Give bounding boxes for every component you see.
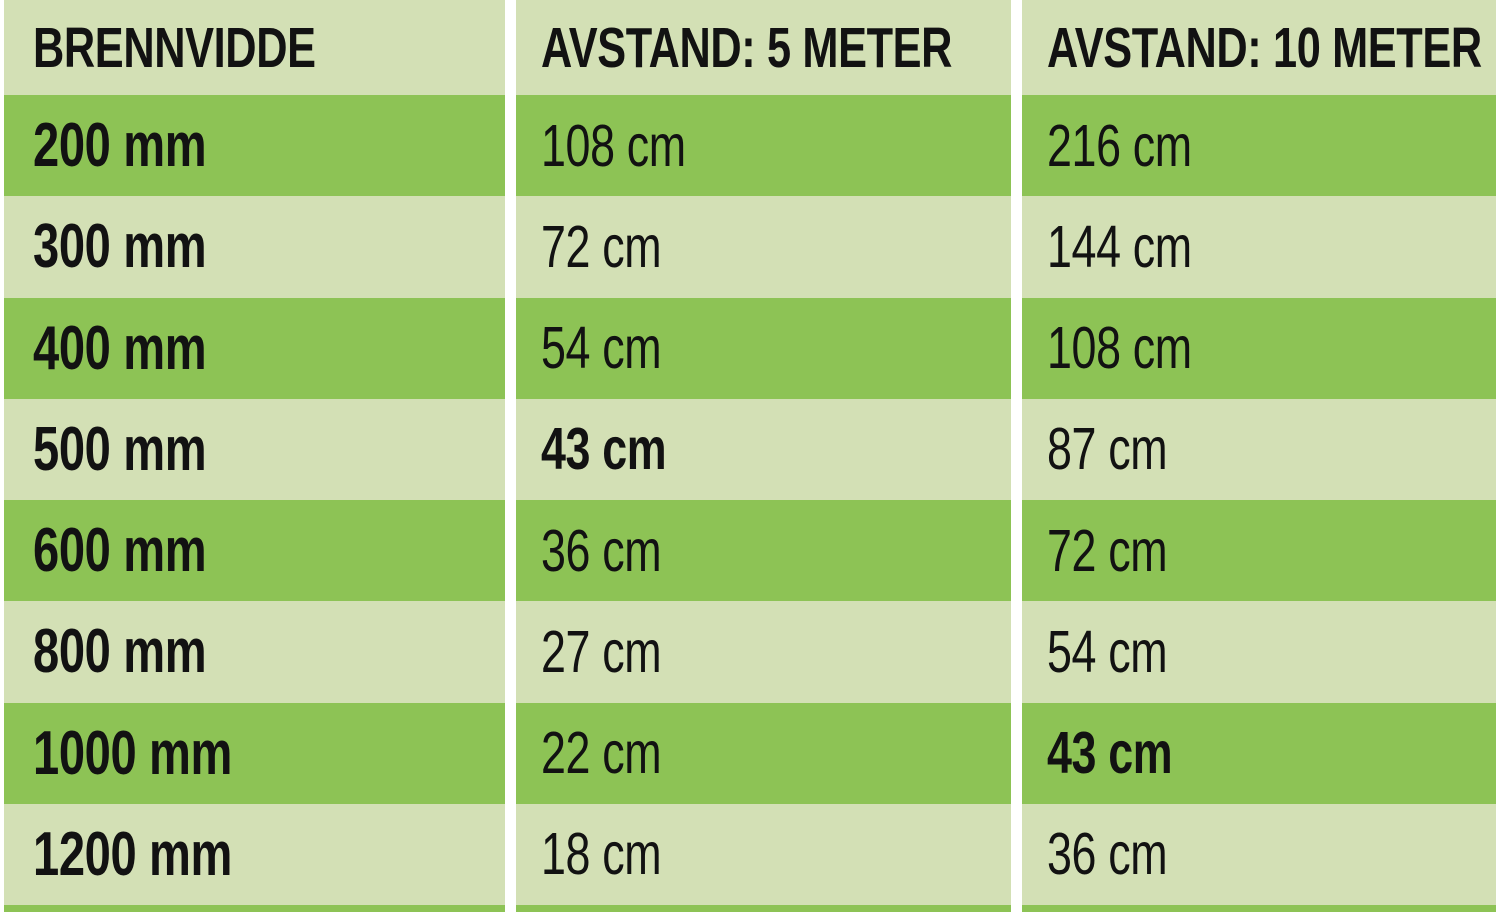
cell-distance-5m: 22 cm	[516, 703, 1011, 804]
cell-distance-5m: 72 cm	[516, 196, 1011, 297]
cell-focal-length: 600 mm	[4, 500, 505, 601]
cell-distance-10m: 216 cm	[1022, 95, 1496, 196]
cell-distance-5m: 18 cm	[516, 804, 1011, 905]
cell-focal-length: 1200 mm	[4, 804, 505, 905]
cell-focal-length: 800 mm	[4, 601, 505, 702]
cell-distance-10m: 36 cm	[1022, 804, 1496, 905]
cell-focal-length: 400 mm	[4, 298, 505, 399]
cell-distance-10m: 54 cm	[1022, 601, 1496, 702]
table-bottom-edge	[4, 905, 505, 912]
header-cell-avstand-10m	[1022, 0, 1496, 95]
header-label: AVSTAND: 10 METER	[1047, 15, 1482, 80]
cell-focal-length: 200 mm	[4, 95, 505, 196]
table-bottom-edge	[1022, 905, 1496, 912]
cell-distance-10m: 72 cm	[1022, 500, 1496, 601]
header-cell-avstand-5m	[516, 0, 1011, 95]
cell-focal-length: 300 mm	[4, 196, 505, 297]
header-cell-brennvidde	[4, 0, 505, 95]
cell-distance-5m: 27 cm	[516, 601, 1011, 702]
header-label: AVSTAND: 5 METER	[541, 15, 953, 80]
cell-focal-length: 1000 mm	[4, 703, 505, 804]
cell-distance-5m: 108 cm	[516, 95, 1011, 196]
cell-distance-10m: 144 cm	[1022, 196, 1496, 297]
cell-distance-10m: 108 cm	[1022, 298, 1496, 399]
cell-distance-5m: 54 cm	[516, 298, 1011, 399]
cell-distance-5m: 36 cm	[516, 500, 1011, 601]
header-label: BRENNVIDDE	[33, 15, 316, 80]
cell-distance-5m: 43 cm	[516, 399, 1011, 500]
cell-distance-10m: 43 cm	[1022, 703, 1496, 804]
cell-distance-10m: 87 cm	[1022, 399, 1496, 500]
table-bottom-edge	[516, 905, 1011, 912]
cell-focal-length: 500 mm	[4, 399, 505, 500]
